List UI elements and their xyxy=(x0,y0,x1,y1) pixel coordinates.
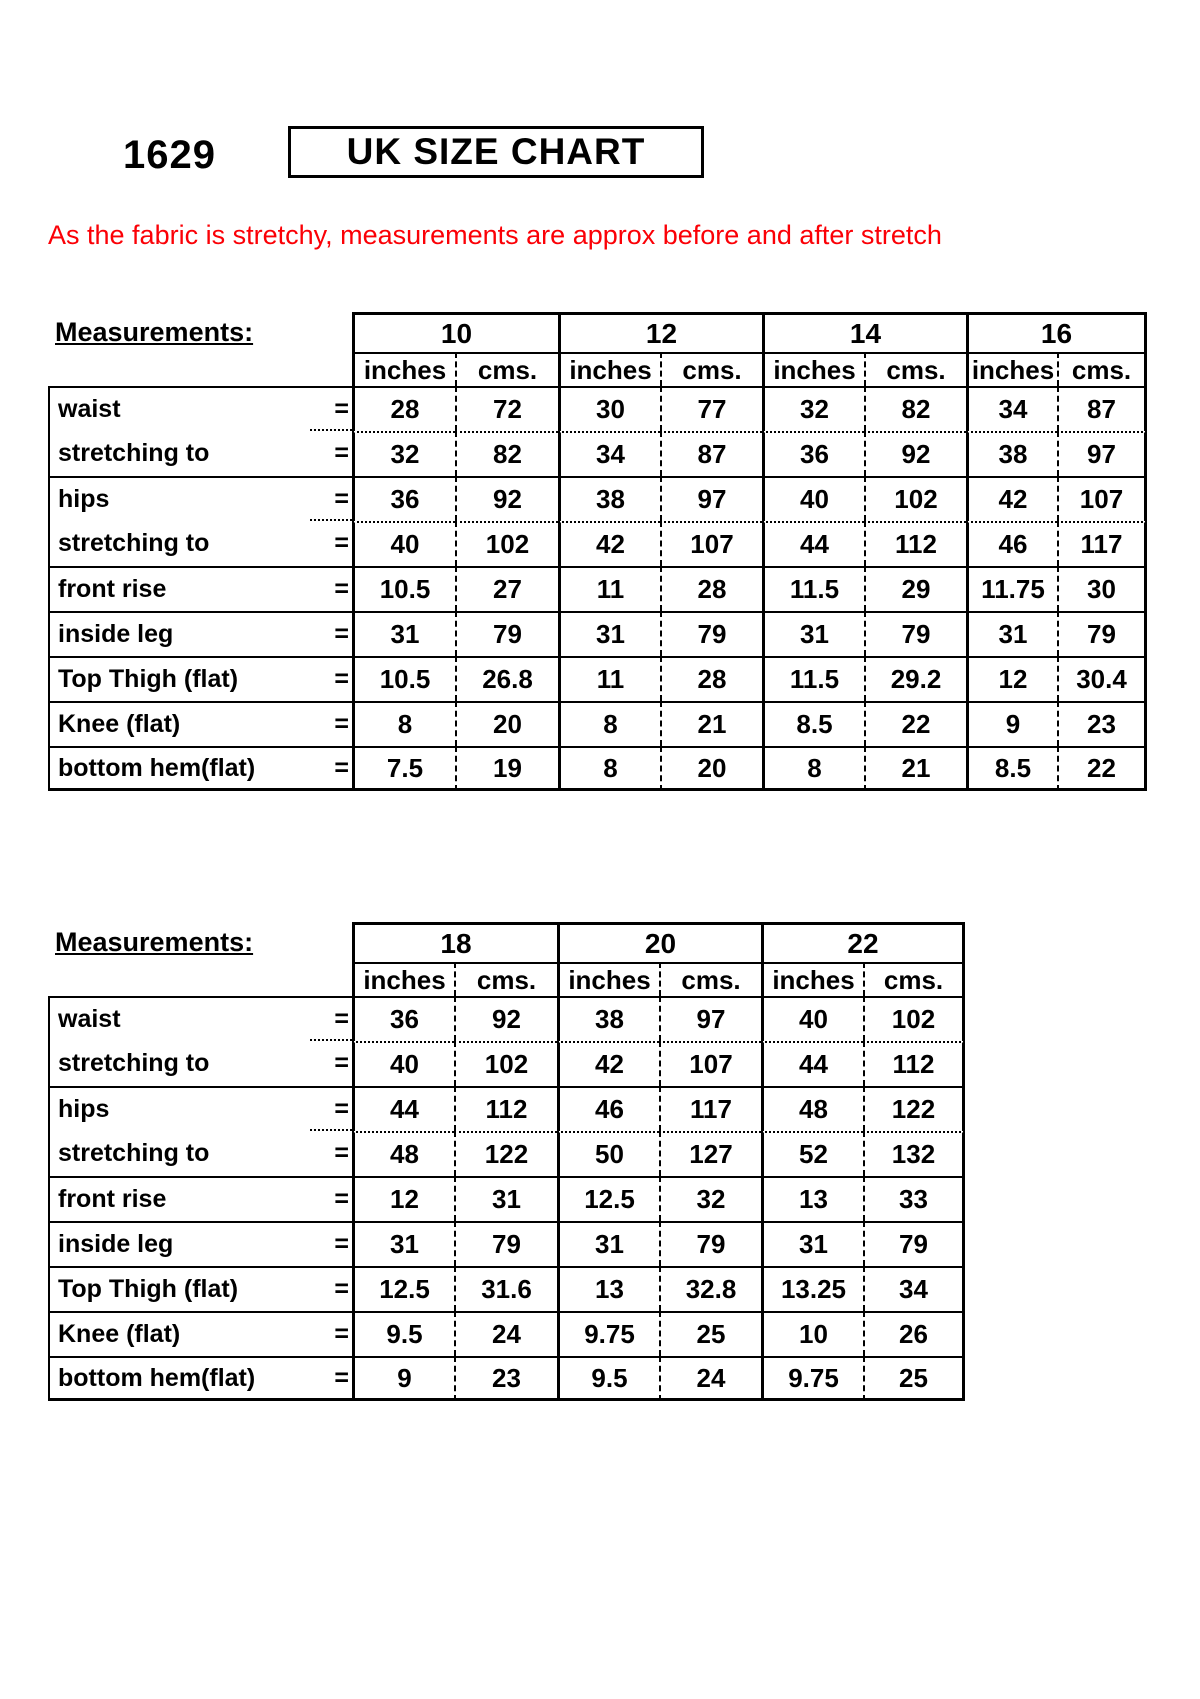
value-cell: 77 xyxy=(660,386,762,431)
size-header-cell: 14 xyxy=(762,312,966,352)
value-cell: 102 xyxy=(454,1041,557,1086)
value-cell: 87 xyxy=(660,431,762,476)
equals-sign: = xyxy=(334,485,349,513)
size-header-cell: 18 xyxy=(352,922,557,962)
value-cell: 40 xyxy=(762,476,864,521)
value-cell: 97 xyxy=(659,996,761,1041)
equals-sign: = xyxy=(334,620,349,648)
row-label-cell xyxy=(48,996,352,1041)
equals-sign: = xyxy=(334,1320,349,1348)
value-cell: 82 xyxy=(455,431,558,476)
value-cell: 92 xyxy=(454,996,557,1041)
value-cell: 9 xyxy=(966,701,1057,746)
value-cell: 32.8 xyxy=(659,1266,761,1311)
value-cell: 31 xyxy=(352,611,455,656)
size-table-10-16 xyxy=(48,312,1147,791)
value-cell: 50 xyxy=(557,1131,659,1176)
size-header-cell: 16 xyxy=(966,312,1147,352)
unit-header-cell: inches xyxy=(352,962,454,996)
unit-header-cell: cms. xyxy=(659,962,761,996)
value-cell: 112 xyxy=(454,1086,557,1131)
row-label-cell xyxy=(48,746,352,791)
value-cell: 8 xyxy=(558,701,660,746)
value-cell: 44 xyxy=(352,1086,454,1131)
value-cell: 28 xyxy=(660,656,762,701)
row-label-cell xyxy=(48,1311,352,1356)
value-cell: 13 xyxy=(557,1266,659,1311)
style-number: 1629 xyxy=(123,133,216,177)
value-cell: 34 xyxy=(558,431,660,476)
value-cell: 38 xyxy=(557,996,659,1041)
value-cell: 36 xyxy=(352,996,454,1041)
row-label: Knee (flat) xyxy=(58,710,181,738)
row-label: hips xyxy=(58,1095,110,1123)
table-row-waist xyxy=(48,386,1147,431)
value-cell: 38 xyxy=(558,476,660,521)
value-cell: 132 xyxy=(863,1131,965,1176)
row-label-cell xyxy=(48,1131,352,1176)
value-cell: 12.5 xyxy=(557,1176,659,1221)
row-label-cell xyxy=(48,701,352,746)
value-cell: 27 xyxy=(455,566,558,611)
value-cell: 107 xyxy=(1057,476,1147,521)
page-title: UK SIZE CHART xyxy=(346,131,646,172)
table-row-knee xyxy=(48,1311,965,1356)
value-cell: 30.4 xyxy=(1057,656,1147,701)
value-cell: 46 xyxy=(966,521,1057,566)
table-row-waist xyxy=(48,996,965,1041)
row-label-cell xyxy=(48,1086,352,1131)
unit-header-row xyxy=(48,352,1147,386)
measurements-label: Measurements: xyxy=(55,926,254,957)
value-cell: 112 xyxy=(864,521,966,566)
table-row-front-rise xyxy=(48,566,1147,611)
value-cell: 92 xyxy=(455,476,558,521)
row-label: stretching to xyxy=(58,1139,210,1167)
value-cell: 31 xyxy=(557,1221,659,1266)
value-cell: 8 xyxy=(352,701,455,746)
value-cell: 33 xyxy=(863,1176,965,1221)
value-cell: 48 xyxy=(352,1131,454,1176)
value-cell: 9.5 xyxy=(557,1356,659,1401)
value-cell: 46 xyxy=(557,1086,659,1131)
stretch-note: As the fabric is stretchy, measurements are approx before and after stretch xyxy=(48,220,942,250)
value-cell: 28 xyxy=(352,386,455,431)
value-cell: 72 xyxy=(455,386,558,431)
value-cell: 7.5 xyxy=(352,746,455,791)
value-cell: 21 xyxy=(660,701,762,746)
value-cell: 52 xyxy=(761,1131,863,1176)
blank-cell xyxy=(48,352,352,386)
equals-sign: = xyxy=(334,1049,349,1077)
value-cell: 87 xyxy=(1057,386,1147,431)
equals-sign: = xyxy=(334,1139,349,1167)
value-cell: 97 xyxy=(660,476,762,521)
value-cell: 31 xyxy=(558,611,660,656)
value-cell: 23 xyxy=(454,1356,557,1401)
value-cell: 11.5 xyxy=(762,566,864,611)
value-cell: 117 xyxy=(659,1086,761,1131)
value-cell: 21 xyxy=(864,746,966,791)
size-header-cell: 10 xyxy=(352,312,558,352)
value-cell: 102 xyxy=(864,476,966,521)
table-row-knee xyxy=(48,701,1147,746)
value-cell: 9.75 xyxy=(761,1356,863,1401)
value-cell: 36 xyxy=(352,476,455,521)
value-cell: 107 xyxy=(660,521,762,566)
table-row-top-thigh xyxy=(48,656,1147,701)
unit-header-cell: inches xyxy=(352,352,455,386)
unit-header-cell: cms. xyxy=(660,352,762,386)
row-label-cell xyxy=(48,521,352,566)
value-cell: 8.5 xyxy=(762,701,864,746)
value-cell: 122 xyxy=(454,1131,557,1176)
value-cell: 22 xyxy=(1057,746,1147,791)
value-cell: 9.75 xyxy=(557,1311,659,1356)
value-cell: 32 xyxy=(659,1176,761,1221)
value-cell: 31 xyxy=(454,1176,557,1221)
value-cell: 79 xyxy=(863,1221,965,1266)
value-cell: 29 xyxy=(864,566,966,611)
unit-header-cell: cms. xyxy=(1057,352,1147,386)
value-cell: 11 xyxy=(558,566,660,611)
equals-sign: = xyxy=(334,529,349,557)
table-row-front-rise xyxy=(48,1176,965,1221)
value-cell: 25 xyxy=(863,1356,965,1401)
value-cell: 9.5 xyxy=(352,1311,454,1356)
row-label-cell xyxy=(48,1176,352,1221)
value-cell: 79 xyxy=(864,611,966,656)
value-cell: 8 xyxy=(558,746,660,791)
value-cell: 11.5 xyxy=(762,656,864,701)
value-cell: 102 xyxy=(455,521,558,566)
value-cell: 24 xyxy=(659,1356,761,1401)
value-cell: 122 xyxy=(863,1086,965,1131)
value-cell: 79 xyxy=(659,1221,761,1266)
value-cell: 44 xyxy=(762,521,864,566)
value-cell: 20 xyxy=(660,746,762,791)
equals-sign: = xyxy=(334,1185,349,1213)
size-header-cell: 20 xyxy=(557,922,761,962)
row-label-cell xyxy=(48,1266,352,1311)
value-cell: 31 xyxy=(352,1221,454,1266)
value-cell: 127 xyxy=(659,1131,761,1176)
row-label-cell xyxy=(48,1221,352,1266)
size-header-cell: 12 xyxy=(558,312,762,352)
row-label-cell xyxy=(48,1041,352,1086)
table-row-inside-leg xyxy=(48,1221,965,1266)
value-cell: 79 xyxy=(1057,611,1147,656)
value-cell: 29.2 xyxy=(864,656,966,701)
value-cell: 31 xyxy=(966,611,1057,656)
value-cell: 38 xyxy=(966,431,1057,476)
value-cell: 82 xyxy=(864,386,966,431)
row-label: bottom hem(flat) xyxy=(58,753,256,782)
value-cell: 10 xyxy=(761,1311,863,1356)
value-cell: 20 xyxy=(455,701,558,746)
unit-header-row xyxy=(48,962,965,996)
measurements-label-cell xyxy=(48,312,352,352)
table-row-hips xyxy=(48,1086,965,1131)
value-cell: 28 xyxy=(660,566,762,611)
value-cell: 13.25 xyxy=(761,1266,863,1311)
value-cell: 36 xyxy=(762,431,864,476)
equals-sign: = xyxy=(334,1230,349,1258)
row-label-cell xyxy=(48,386,352,431)
value-cell: 31 xyxy=(762,611,864,656)
value-cell: 32 xyxy=(352,431,455,476)
unit-header-cell: inches xyxy=(762,352,864,386)
value-cell: 40 xyxy=(352,1041,454,1086)
value-cell: 23 xyxy=(1057,701,1147,746)
unit-header-cell: cms. xyxy=(454,962,557,996)
table-row-bottom-hem xyxy=(48,1356,965,1401)
value-cell: 42 xyxy=(558,521,660,566)
table-row-bottom-hem xyxy=(48,746,1147,791)
value-cell: 117 xyxy=(1057,521,1147,566)
value-cell: 22 xyxy=(864,701,966,746)
value-cell: 92 xyxy=(864,431,966,476)
value-cell: 26.8 xyxy=(455,656,558,701)
size-header-row xyxy=(48,922,965,962)
row-label-cell xyxy=(48,1356,352,1401)
table-row-stretching-to xyxy=(48,431,1147,476)
row-label: bottom hem(flat) xyxy=(58,1363,256,1392)
value-cell: 31 xyxy=(761,1221,863,1266)
row-label-cell xyxy=(48,656,352,701)
unit-header-cell: cms. xyxy=(864,352,966,386)
row-label: hips xyxy=(58,485,110,513)
value-cell: 107 xyxy=(659,1041,761,1086)
size-header-row xyxy=(48,312,1147,352)
value-cell: 79 xyxy=(660,611,762,656)
value-cell: 10.5 xyxy=(352,656,455,701)
row-label: inside leg xyxy=(58,620,174,648)
unit-header-cell: inches xyxy=(557,962,659,996)
value-cell: 13 xyxy=(761,1176,863,1221)
value-cell: 19 xyxy=(455,746,558,791)
value-cell: 11.75 xyxy=(966,566,1057,611)
row-label-cell xyxy=(48,566,352,611)
row-label: Top Thigh (flat) xyxy=(58,1275,239,1303)
table-row-hips xyxy=(48,476,1147,521)
table-row-stretching-to xyxy=(48,521,1147,566)
value-cell: 31.6 xyxy=(454,1266,557,1311)
equals-sign: = xyxy=(334,439,349,467)
equals-sign: = xyxy=(334,395,349,423)
equals-sign: = xyxy=(334,575,349,603)
value-cell: 30 xyxy=(1057,566,1147,611)
value-cell: 8.5 xyxy=(966,746,1057,791)
value-cell: 12.5 xyxy=(352,1266,454,1311)
value-cell: 26 xyxy=(863,1311,965,1356)
value-cell: 12 xyxy=(352,1176,454,1221)
value-cell: 79 xyxy=(455,611,558,656)
row-label: waist xyxy=(58,395,121,423)
equals-sign: = xyxy=(334,1095,349,1123)
value-cell: 102 xyxy=(863,996,965,1041)
measurements-label-cell xyxy=(48,922,352,962)
row-label: stretching to xyxy=(58,529,210,557)
row-label: Top Thigh (flat) xyxy=(58,665,239,693)
value-cell: 32 xyxy=(762,386,864,431)
unit-header-cell: cms. xyxy=(863,962,965,996)
value-cell: 34 xyxy=(863,1266,965,1311)
size-header-cell: 22 xyxy=(761,922,965,962)
value-cell: 40 xyxy=(352,521,455,566)
value-cell: 44 xyxy=(761,1041,863,1086)
unit-header-cell: inches xyxy=(558,352,660,386)
equals-sign: = xyxy=(334,753,349,782)
value-cell: 42 xyxy=(966,476,1057,521)
unit-header-cell: cms. xyxy=(455,352,558,386)
value-cell: 24 xyxy=(454,1311,557,1356)
value-cell: 25 xyxy=(659,1311,761,1356)
table-row-top-thigh xyxy=(48,1266,965,1311)
unit-header-cell: inches xyxy=(761,962,863,996)
equals-sign: = xyxy=(334,665,349,693)
row-label-cell xyxy=(48,431,352,476)
value-cell: 48 xyxy=(761,1086,863,1131)
value-cell: 40 xyxy=(761,996,863,1041)
table-row-stretching-to xyxy=(48,1131,965,1176)
value-cell: 10.5 xyxy=(352,566,455,611)
value-cell: 8 xyxy=(762,746,864,791)
value-cell: 34 xyxy=(966,386,1057,431)
equals-sign: = xyxy=(334,710,349,738)
title-box xyxy=(288,126,704,178)
row-label-cell xyxy=(48,476,352,521)
table-row-inside-leg xyxy=(48,611,1147,656)
unit-header-cell: inches xyxy=(966,352,1057,386)
row-label: inside leg xyxy=(58,1230,174,1258)
row-label: stretching to xyxy=(58,439,210,467)
row-label: Knee (flat) xyxy=(58,1320,181,1348)
value-cell: 12 xyxy=(966,656,1057,701)
table-row-stretching-to xyxy=(48,1041,965,1086)
blank-cell xyxy=(48,962,352,996)
size-table-18-22 xyxy=(48,922,965,1401)
value-cell: 30 xyxy=(558,386,660,431)
row-label: front rise xyxy=(58,575,167,603)
value-cell: 112 xyxy=(863,1041,965,1086)
row-label: front rise xyxy=(58,1185,167,1213)
equals-sign: = xyxy=(334,1363,349,1392)
value-cell: 97 xyxy=(1057,431,1147,476)
value-cell: 79 xyxy=(454,1221,557,1266)
measurements-label: Measurements: xyxy=(55,316,254,347)
value-cell: 9 xyxy=(352,1356,454,1401)
value-cell: 42 xyxy=(557,1041,659,1086)
row-label: stretching to xyxy=(58,1049,210,1077)
value-cell: 11 xyxy=(558,656,660,701)
row-label-cell xyxy=(48,611,352,656)
row-label: waist xyxy=(58,1005,121,1033)
equals-sign: = xyxy=(334,1275,349,1303)
equals-sign: = xyxy=(334,1005,349,1033)
